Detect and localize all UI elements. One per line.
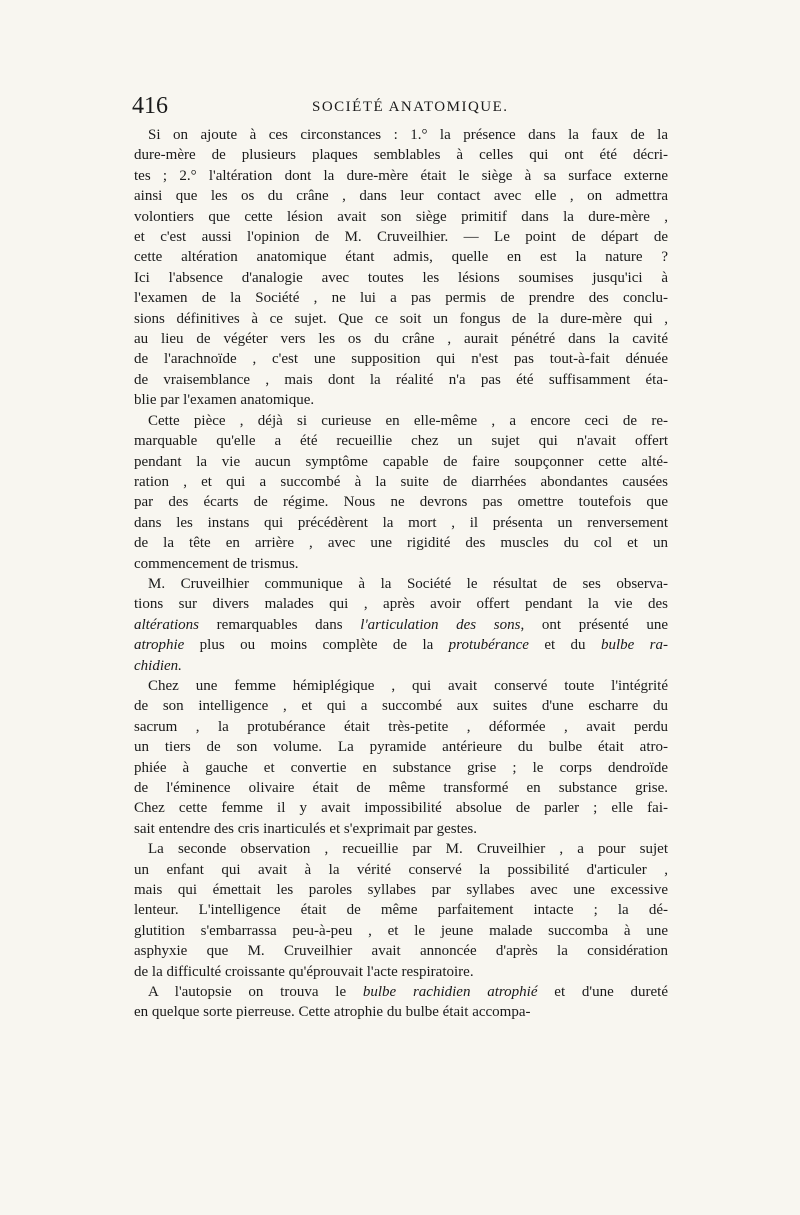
text-line [134,880,668,900]
text-run: volontiers que cette lésion avait son siège primitif dans la dure-mère , [134,208,668,225]
text-line [134,309,668,329]
text-run: de l'arachnoïde , c'est une supposition qui n'est pas tout-à-fait dénuée [134,351,668,368]
text-line [134,349,668,369]
body-text [134,125,668,1023]
paragraph [134,839,668,982]
text-line [134,370,668,390]
text-run: sait entendre des cris inarticulés et s'exprimait par gestes. [134,820,478,837]
italic-text: l'articulation des sons [360,616,521,633]
text-run: plus ou moins complète de la [184,637,449,654]
text-line [134,431,668,451]
text-run: Si on ajoute à ces circonstances : 1.° la présence dans la faux de la [148,127,668,143]
text-line [134,533,668,553]
italic-text: protubérance [448,637,529,654]
italic-text: bulbe rachidien atrophié [362,984,538,1001]
text-line [134,921,668,941]
text-run: ration , et qui a succombé à la suite de diarrhées abondantes causées [134,473,668,490]
text-run: commencement de trismus. [134,555,299,572]
text-line [134,717,668,737]
text-line [134,472,668,492]
text-run: par des écarts de régime. Nous ne devrons pas omettre toutefois que [134,494,668,511]
text-line [134,758,668,778]
text-run: Chez cette femme il y avait impossibilité absolue de parler ; elle fai- [134,800,668,817]
text-line [134,982,668,1002]
text-run: La seconde observation , recueillie par M. Cruveilhier , a pour sujet [148,841,668,858]
text-run: tions sur divers malades qui , après avoir offert pendant la vie des [134,596,668,613]
text-run: l'examen de la Société , ne lui a pas permis de prendre des conclu- [134,290,668,307]
paragraph [134,574,668,676]
text-line [134,227,668,247]
text-line [134,390,668,410]
text-line [134,962,668,982]
text-run: de l'éminence olivaire était de même transformé en substance grise. [134,780,668,796]
text-line [134,329,668,349]
text-run: un tiers de son volume. La pyramide antérieure du bulbe était atro- [134,739,668,756]
text-run: mais qui émettait les paroles syllabes par syllabes avec une excessive [134,882,668,899]
text-run: , ont présenté une [520,616,668,633]
text-run: au lieu de végéter vers les os du crâne , aurait pénétré dans la cavité [134,331,668,348]
text-line [134,492,668,512]
text-run: Chez une femme hémiplégique , qui avait conservé toute l'intégrité [148,677,668,694]
text-line [134,288,668,308]
paragraph [134,982,668,1023]
text-run: lenteur. L'intelligence était de même parfaitement intacte ; la dé- [134,902,668,919]
text-run: tes ; 2.° l'altération dont la dure-mère était le siège à sa surface externe [134,167,668,184]
text-line [134,186,668,206]
text-line [134,860,668,880]
text-line [134,839,668,859]
page-number: 416 [132,93,168,119]
text-run: sacrum , la protubérance était très-petite , déformée , avait perdu [134,718,668,735]
text-line [134,166,668,186]
running-title: SOCIÉTÉ ANATOMIQUE. [312,99,509,115]
text-line [134,247,668,267]
text-run: remarquables dans [199,616,361,633]
text-run: de vraisemblance , mais dont la réalité n'a pas été suffisamment éta- [134,371,668,388]
paragraph [134,125,668,411]
text-run: pendant la vie aucun symptôme capable de faire soupçonner cette alté- [134,453,668,470]
text-run: phiée à gauche et convertie en substance grise ; le corps dendroïde [134,759,668,776]
text-run: et c'est aussi l'opinion de M. Cruveilhier. — Le point de départ de [134,229,668,246]
text-line [134,778,668,798]
text-run: de la tête en arrière , avec une rigidité des muscles du col et un [134,535,668,552]
page-header [132,93,672,123]
text-line [134,900,668,920]
text-line [134,696,668,716]
text-run: blie par l'examen anatomique. [134,392,315,409]
text-line [134,513,668,533]
text-line [134,268,668,288]
italic-text: bulbe ra- [600,637,669,654]
text-line [134,819,668,839]
text-run: glutition s'embarrassa peu-à-peu , et le jeune malade succomba à une [134,922,668,939]
text-run: sions définitives à ce sujet. Que ce soit un fongus de la dure-mère qui , [134,310,668,327]
text-line [134,554,668,574]
italic-text: chidien. [134,657,182,674]
text-run: en quelque sorte pierreuse. Cette atrophie du bulbe était accompa- [134,1004,531,1021]
text-run: et du [528,637,601,654]
text-line [134,452,668,472]
text-line [134,737,668,757]
text-line [134,411,668,431]
text-run: dans les instans qui précédèrent la mort , il présenta un renversement [134,514,668,531]
text-line [134,615,668,635]
text-run: asphyxie que M. Cruveilhier avait annoncée d'après la considération [134,943,668,960]
text-run: Ici l'absence d'analogie avec toutes les lésions soumises jusqu'ici à [134,269,668,286]
text-line [134,207,668,227]
italic-text: atrophie [134,637,185,654]
text-line [134,1002,668,1022]
text-run: de son intelligence , et qui a succombé aux suites d'une escharre du [134,698,668,715]
text-run: marquable qu'elle a été recueillie chez un sujet qui n'avait offert [134,433,668,450]
text-run: cette altération anatomique étant admis, quelle en est la nature ? [134,249,668,266]
text-run: ainsi que les os du crâne , dans leur contact avec elle , on admettra [134,188,668,205]
text-run: M. Cruveilhier communique à la Société le résultat de ses observa- [148,575,668,592]
text-run: et d'une dureté [537,984,668,1001]
text-line [134,656,668,676]
text-run: A l'autopsie on trouva le [148,984,363,1001]
paragraph [134,676,668,839]
text-run: Cette pièce , déjà si curieuse en elle-même , a encore ceci de re- [148,412,668,429]
paragraph [134,411,668,574]
text-line [134,798,668,818]
text-line [134,145,668,165]
text-line [134,941,668,961]
text-run: un enfant qui avait à la vérité conservé la possibilité d'articuler , [134,861,668,878]
italic-text: altérations [134,616,200,633]
text-run: dure-mère de plusieurs plaques semblables à celles qui ont été décri- [134,147,668,164]
text-line [134,676,668,696]
text-line [134,574,668,594]
text-line [134,594,668,614]
text-line [134,635,668,655]
text-line [134,125,668,145]
text-run: de la difficulté croissante qu'éprouvait l'acte respiratoire. [134,963,474,980]
